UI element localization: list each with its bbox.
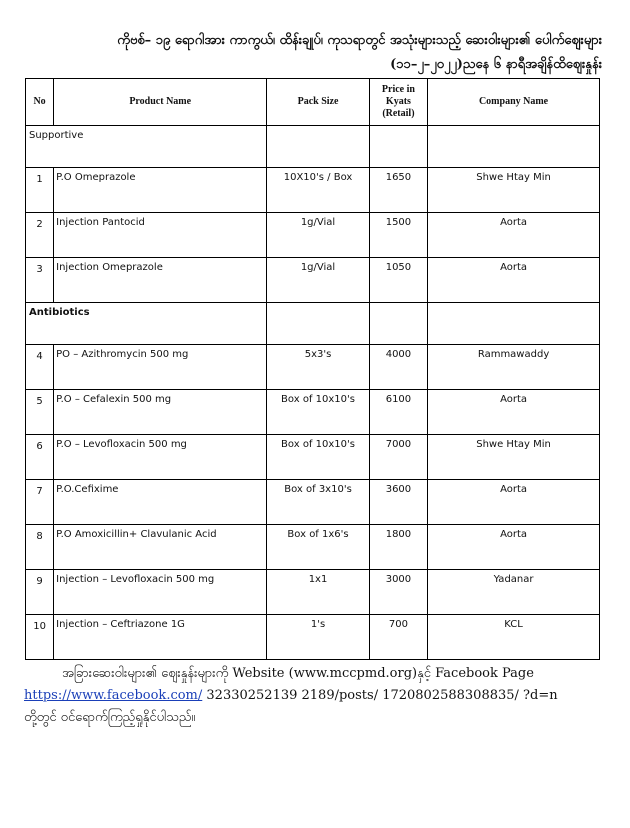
company-name: Shwe Htay Min [428,168,600,213]
product-name: P.O – Levofloxacin 500 mg [54,435,267,480]
price: 1500 [369,213,427,258]
header-pack-size: Pack Size [267,79,370,126]
table-row [26,435,600,480]
company-name: Aorta [428,258,600,303]
document-title [24,30,604,76]
product-name: Injection – Ceftriazone 1G [54,615,267,660]
company-name: Yadanar [428,570,600,615]
header-product-name: Product Name [54,79,267,126]
facebook-url-rest: 32330252139 2189/posts/ 1720802588308835/ ?d=n [202,688,558,703]
price: 700 [369,615,427,660]
row-number: 7 [26,480,54,525]
price: 6100 [369,390,427,435]
row-number: 2 [26,213,54,258]
product-name: P.O Amoxicillin+ Clavulanic Acid [54,525,267,570]
company-name: Shwe Htay Min [428,435,600,480]
company-name: Aorta [428,213,600,258]
table-row [26,615,600,660]
footer-note [24,663,606,729]
header-no: No [26,79,54,126]
price: 4000 [369,345,427,390]
company-name: Rammawaddy [428,345,600,390]
pack-size: Box of 1x6's [267,525,370,570]
header-price: Price in Kyats (Retail) [369,79,427,126]
table-header-row [26,79,600,126]
section-row-supportive [26,126,600,168]
pack-size: 1g/Vial [267,213,370,258]
company-name: Aorta [428,480,600,525]
pack-size: 1g/Vial [267,258,370,303]
pack-size: 1x1 [267,570,370,615]
row-number: 9 [26,570,54,615]
product-name: Injection Pantocid [54,213,267,258]
row-number: 1 [26,168,54,213]
row-number: 8 [26,525,54,570]
footer-line-3: တို့တွင် ဝင်ရောက်ကြည့်ရှုနိုင်ပါသည်။ [24,710,196,725]
price: 3600 [369,480,427,525]
price: 1050 [369,258,427,303]
product-name: Injection Omeprazole [54,258,267,303]
table-row [26,168,600,213]
footer-line-1: အခြားဆေးဝါးများ၏ ဈေးနှုန်းများကို Website (www.mccpmd.org)နှင့် Facebook Page [62,666,534,681]
product-name: P.O Omeprazole [54,168,267,213]
table-row [26,525,600,570]
price: 7000 [369,435,427,480]
price: 1650 [369,168,427,213]
price: 3000 [369,570,427,615]
row-number: 6 [26,435,54,480]
table-row [26,213,600,258]
table-row [26,390,600,435]
title-line-1: ကိုဗစ်– ၁၉ ရောဂါအား ကာကွယ်၊ ထိန်းချုပ်၊ ကုသရာတွင် အသုံးများသည့် ဆေးဝါးများ၏ ပေါက်ဈေးများ [117,33,602,48]
table-row [26,258,600,303]
table-row [26,570,600,615]
product-name: Injection – Levofloxacin 500 mg [54,570,267,615]
price: 1800 [369,525,427,570]
company-name: Aorta [428,525,600,570]
product-name: P.O – Cefalexin 500 mg [54,390,267,435]
row-number: 4 [26,345,54,390]
product-name: PO – Azithromycin 500 mg [54,345,267,390]
product-name: P.O.Cefixime [54,480,267,525]
table-row [26,480,600,525]
price-table [25,78,600,660]
pack-size: 5x3's [267,345,370,390]
facebook-link[interactable]: https://www.facebook.com/ [24,688,203,703]
section-label-antibiotics: Antibiotics [26,303,267,345]
row-number: 3 [26,258,54,303]
section-label-supportive: Supportive [26,126,267,168]
section-row-antibiotics [26,303,600,345]
pack-size: 10X10's / Box [267,168,370,213]
pack-size: Box of 3x10's [267,480,370,525]
company-name: KCL [428,615,600,660]
row-number: 10 [26,615,54,660]
table-row [26,345,600,390]
footer-line-2 [24,685,606,707]
title-line-2: (၁၁–၂–၂၀၂၂)ညနေ ၆ နာရီအချိန်ထိဈေးနှုန်း [390,57,602,72]
company-name: Aorta [428,390,600,435]
pack-size: Box of 10x10's [267,435,370,480]
row-number: 5 [26,390,54,435]
pack-size: Box of 10x10's [267,390,370,435]
pack-size: 1's [267,615,370,660]
header-company-name: Company Name [428,79,600,126]
